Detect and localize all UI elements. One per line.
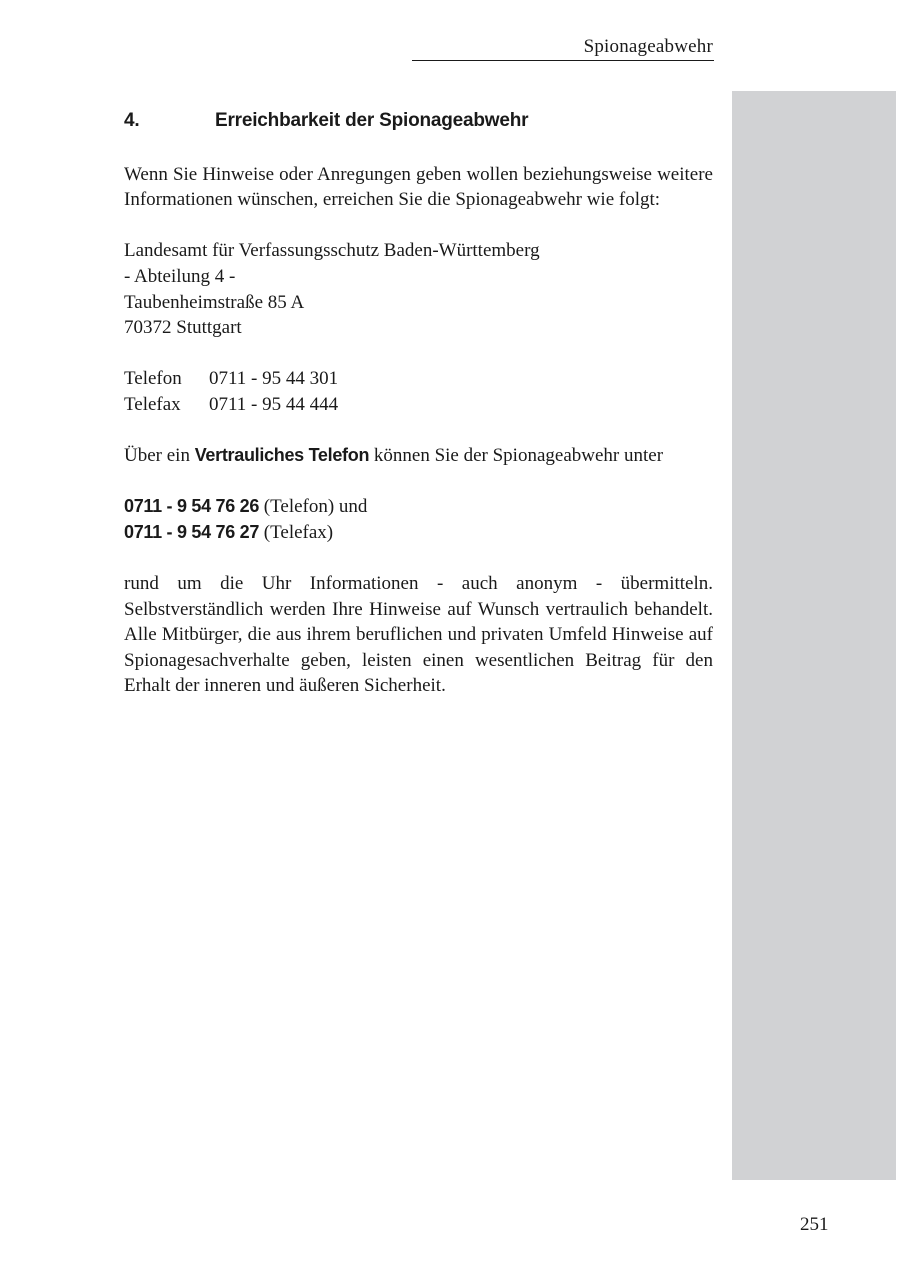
contact-label: Telefon [124,368,182,390]
address-line: Taubenheimstraße 85 A [124,291,305,313]
address-block [124,238,713,340]
section-heading [124,108,713,134]
confidential-highlight: Vertrauliches Telefon [194,445,370,466]
hotline-suffix: (Telefax) [259,521,334,543]
confidential-prefix: Über ein [124,445,195,467]
hotline-block [124,494,713,545]
intro-paragraph: Wenn Sie Hinweise oder Anregungen geben wollen beziehungsweise weitere Informationen wünschen, erreichen Sie die Spionageabwehr wie folgt: [124,163,713,211]
margin-side-bar [732,91,896,1180]
contact-row-telefon [124,366,713,392]
address-line: Landesamt für Verfassungsschutz Baden-Württemberg [124,240,540,262]
section-number: 4. [124,110,140,131]
contact-value: 0711 - 95 44 444 [209,393,339,415]
confidential-suffix: können Sie der Spionageabwehr unter [369,445,664,467]
contact-row-telefax [124,392,713,418]
hotline-number: 0711 - 9 54 76 26 [124,496,260,517]
hotline-number: 0711 - 9 54 76 27 [124,521,260,542]
page-content [124,108,713,725]
contact-value: 0711 - 95 44 301 [209,368,339,390]
hotline-suffix: (Telefon) und [259,496,368,518]
closing-paragraph: rund um die Uhr Informationen - auch anonym - übermitteln. Selbstverständlich werden Ihre Hinweise auf Wunsch vertraulich behandelt. Alle Mitbürger, die aus ihrem beruflichen und privaten Umfeld Hinweise auf Spionagesachverhalte geben, leisten einen wesentlichen Beitrag für den Erhalt der inneren und äußeren Sicherheit. [124,573,713,697]
hotline-row [124,494,713,520]
contact-block [124,366,713,417]
contact-label: Telefax [124,393,181,415]
section-title: Erreichbarkeit der Spionageabwehr [215,110,529,131]
page-number: 251 [800,1214,829,1235]
header-rule [412,60,714,61]
confidential-phone-paragraph [124,443,713,469]
hotline-row [124,520,713,546]
address-line: 70372 Stuttgart [124,317,242,339]
address-line: - Abteilung 4 - [124,265,236,287]
running-head-title: Spionageabwehr [583,36,713,57]
